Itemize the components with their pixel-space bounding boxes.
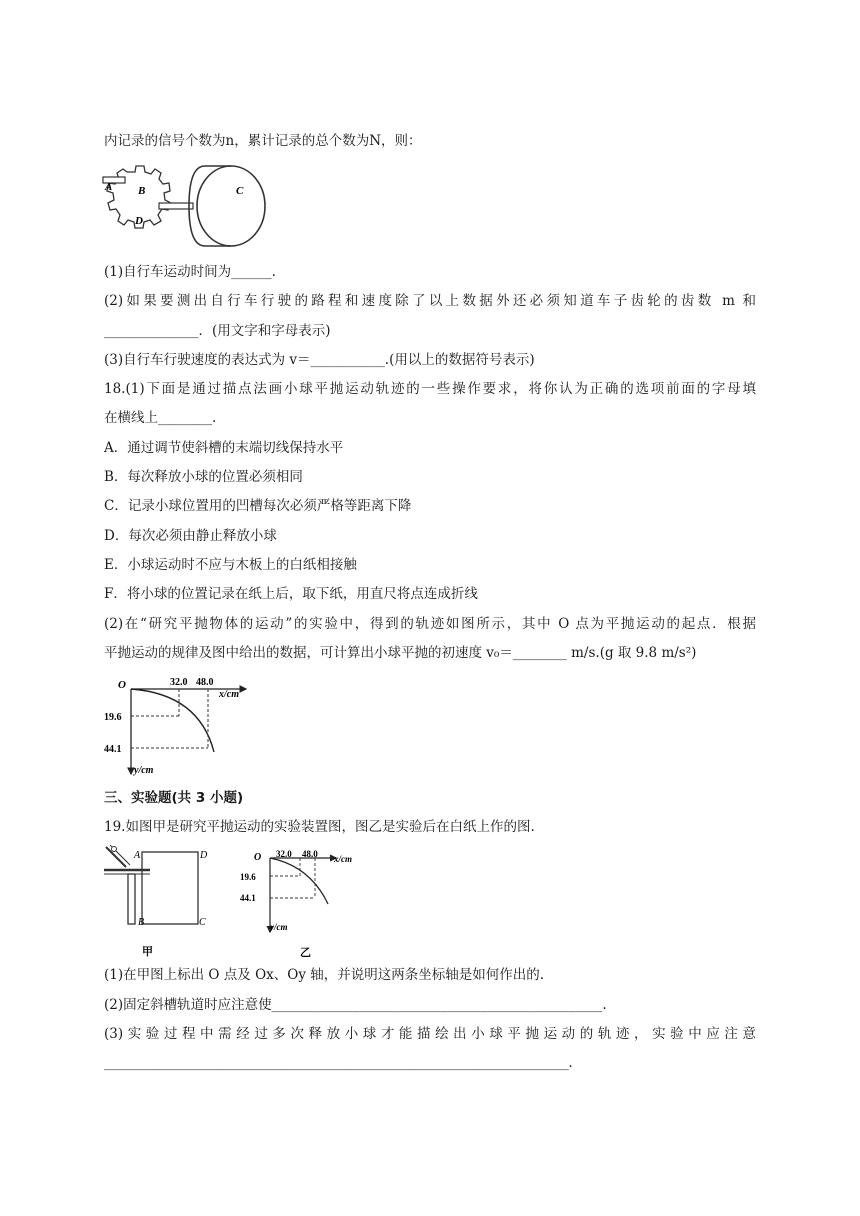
y-tick-2: 44.1 [104,744,122,755]
q18-part2-line2: 平抛运动的规律及图中给出的数据，可计算出小球平抛的初速度 v₀＝________ m/s.(g 取 9.8 m/s²) [104,645,697,661]
q19-part1: (1)在甲图上标出 O 点及 Ox、Oy 轴，并说明这两条坐标轴是如何作出的. [104,967,545,983]
q19-part3-line2: ________________________________________________________________________. [104,1055,573,1071]
q19-intro: 19.如图甲是研究平抛运动的实验装置图，图乙是实验后在白纸上作的图. [104,819,535,835]
y-tick-1: 19.6 [104,712,122,723]
trajectory-graph [104,672,254,780]
yi-caption: 乙 [300,947,311,959]
q18-option-a: A．通过调节使斜槽的末端切线保持水平 [104,440,344,456]
x-tick-1: 32.0 [170,677,188,688]
q17-part1: (1)自行车运动时间为______. [104,264,276,280]
jia-caption: 甲 [142,946,153,958]
y-axis-label: y/cm [134,765,154,776]
yi-y-tick-2: 44.1 [240,893,256,903]
q19-part3-line1: (3)实验过程中需经过多次释放小球才能描绘出小球平抛运动的轨迹，实验中应注意 [104,1026,756,1042]
q18-option-d: D．每次必须由静止释放小球 [104,528,277,544]
x-tick-2: 48.0 [196,677,214,688]
jia-label-a: A [134,850,141,861]
yi-x-tick-1: 32.0 [276,849,292,859]
q17-part2-line2: ______________．(用文字和字母表示) [104,323,331,339]
q18-option-b: B．每次释放小球的位置必须相同 [104,469,303,485]
q18-part1-line2: 在横线上________. [104,410,217,426]
yi-y-tick-1: 19.6 [240,872,256,882]
yi-y-axis-label: y/cm [270,922,288,932]
label-a: A [105,181,113,193]
apparatus-figure-jia [104,843,214,961]
q18-option-f: F．将小球的位置记录在纸上后，取下纸，用直尺将点连成折线 [104,586,478,602]
jia-label-c: C [199,917,206,928]
yi-x-tick-2: 48.0 [302,849,318,859]
label-b: B [138,185,146,197]
q18-option-e: E．小球运动时不应与木板上的白纸相接触 [104,557,357,573]
q18-part1-line1: 18.(1)下面是通过描点法画小球平抛运动轨迹的一些操作要求，将你认为正确的选项前面的字母填 [104,381,756,397]
label-d: D [135,215,143,227]
x-axis-label: x/cm [219,689,239,700]
origin-label: O [118,679,126,691]
q17-part3: (3)自行车行驶速度的表达式为 v＝___________.(用以上的数据符号表示) [104,352,535,368]
q18-part2-line1: (2)在“研究平抛物体的运动”的实验中，得到的轨迹如图所示，其中 O 点为平抛运动的起点．根据 [104,616,756,632]
jia-label-b: B [138,917,145,928]
q19-part2: (2)固定斜槽轨道时应注意使_________________________________________________. [104,997,607,1013]
q18-option-c: C．记录小球位置用的凹槽每次必须严格等距离下降 [104,498,412,514]
q17-part2-line1: (2)如果要测出自行车行驶的路程和速度除了以上数据外还必须知道车子齿轮的齿数 m 和 [104,293,756,309]
trajectory-figure-yi [240,846,365,960]
yi-origin-label: O [254,852,262,863]
label-c: C [236,185,244,197]
yi-x-axis-label: x/cm [334,854,352,864]
jia-label-d: D [200,850,208,861]
q17-intro: 内记录的信号个数为n，累计记录的总个数为N，则： [104,133,422,149]
section-heading: 三、实验题(共 3 小题) [104,790,244,806]
gear-wheel-figure [103,160,273,252]
